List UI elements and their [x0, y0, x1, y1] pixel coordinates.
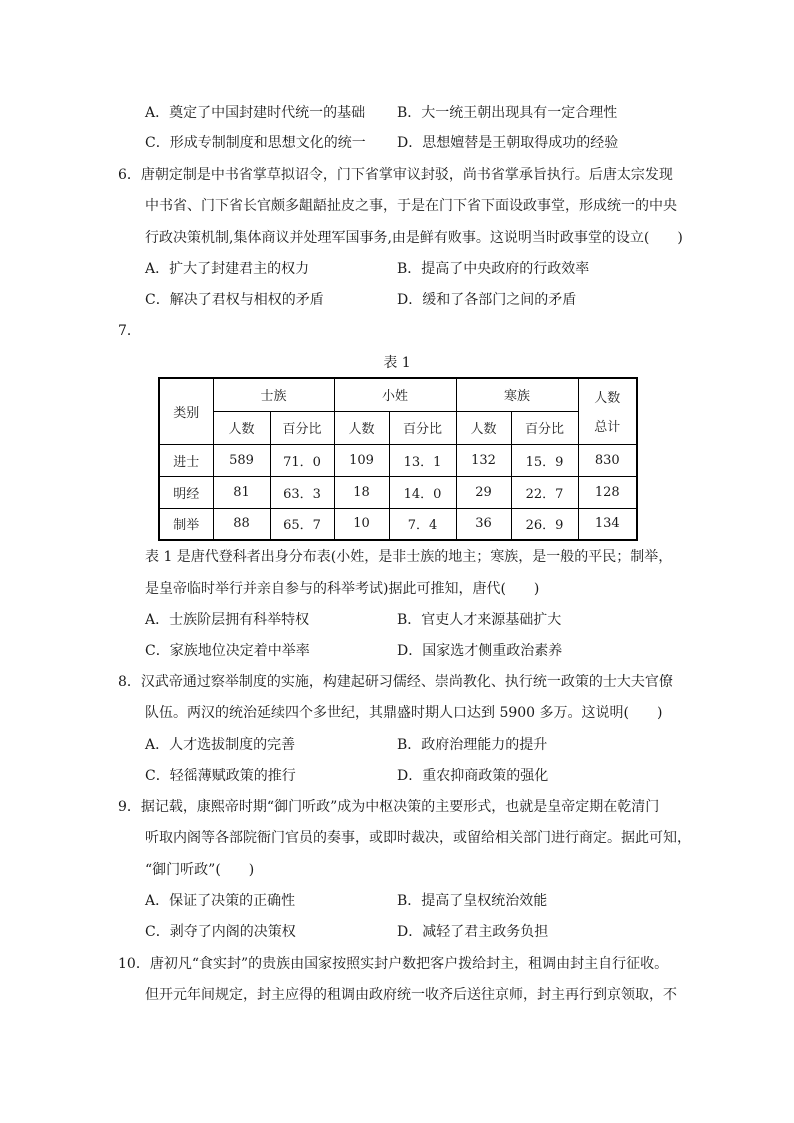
table-cell: 22．7: [511, 476, 578, 508]
q7-option-c: C．家族地位决定着中举率: [145, 643, 310, 659]
table-caption: 表 1: [383, 355, 411, 371]
table-cell: 830: [578, 444, 637, 476]
table-cell: 18: [334, 476, 389, 508]
q8-option-a: A．人才选拔制度的完善: [145, 737, 296, 753]
table-cell: 13．1: [389, 444, 456, 476]
header-pct: 百分比: [389, 411, 456, 444]
q7-option-a: A．士族阶层拥有科举特权: [145, 612, 310, 628]
header-total: [578, 378, 637, 444]
q5-option-d: D．思想嬗替是王朝取得成功的经验: [397, 135, 619, 151]
table-cell: 589: [213, 444, 270, 476]
header-count: 人数: [213, 411, 270, 444]
table-cell: 132: [456, 444, 511, 476]
header-count: 人数: [456, 411, 511, 444]
header-shizu: 士族: [213, 378, 334, 411]
table-cell: 134: [578, 508, 637, 540]
q7-option-d: D．国家选才侧重政治素养: [397, 643, 563, 659]
table-cell: 63．3: [270, 476, 334, 508]
header-pct: 百分比: [511, 411, 578, 444]
table-cell: 10: [334, 508, 389, 540]
q8-option-c: C．轻徭薄赋政策的推行: [145, 768, 296, 784]
q9-option-d: D．减轻了君主政务负担: [397, 924, 549, 940]
header-total-line1: 人数: [594, 391, 621, 407]
table-cell: 65．7: [270, 508, 334, 540]
q9-stem-line-2: 听取内阁等各部院衙门官员的奏事，或即时裁决，或留给相关部门进行商定。据此可知，: [145, 830, 691, 846]
q7-stem-line-2: 是皇帝临时举行并亲自参与的科举考试)据此可推知，唐代( ): [145, 581, 540, 597]
header-hanzu: 寒族: [456, 378, 578, 411]
header-pct: 百分比: [270, 411, 334, 444]
q8-option-b: B．政府治理能力的提升: [397, 737, 548, 753]
q6-option-d: D．缓和了各部门之间的矛盾: [397, 292, 577, 308]
q6-option-b: B．提高了中央政府的行政效率: [397, 261, 590, 277]
table-cell: 36: [456, 508, 511, 540]
table-cell: 26．9: [511, 508, 578, 540]
table-row: [159, 476, 637, 508]
q5-option-a: A．奠定了中国封建时代统一的基础: [145, 105, 366, 121]
q9-stem-line-1: 9．据记载，康熙帝时期“御门听政”成为中枢决策的主要形式，也就是皇帝定期在乾清门: [118, 799, 660, 815]
q7-number: 7．: [118, 323, 141, 339]
q6-option-c: C．解决了君权与相权的矛盾: [145, 292, 324, 308]
table-cell: 88: [213, 508, 270, 540]
q9-option-b: B．提高了皇权统治效能: [397, 893, 548, 909]
q8-option-d: D．重农抑商政策的强化: [397, 768, 549, 784]
table-cell: 109: [334, 444, 389, 476]
q8-stem-line-2: 队伍。两汉的统治延续四个多世纪，其鼎盛时期人口达到 5900 多万。这说明( ): [145, 705, 663, 721]
table-cell: 7．4: [389, 508, 456, 540]
header-xiaoxing: 小姓: [334, 378, 456, 411]
q9-stem-line-3: “御门听政”( ): [145, 862, 255, 878]
q8-stem-line-1: 8．汉武帝通过察举制度的实施，构建起研习儒经、崇尚教化、执行统一政策的士大夫官僚: [118, 674, 673, 690]
q5-option-c: C．形成专制制度和思想文化的统一: [145, 135, 366, 151]
table-cell: 71．0: [270, 444, 334, 476]
q5-option-b: B．大一统王朝出现具有一定合理性: [397, 105, 618, 121]
table-cell: 14．0: [389, 476, 456, 508]
q9-option-a: A．保证了决策的正确性: [145, 893, 296, 909]
table-cell: 128: [578, 476, 637, 508]
q6-stem-line-3: 行政决策机制,集体商议并处理军国事务,由是鲜有败事。这说明当时政事堂的设立( ): [145, 230, 683, 246]
q6-stem-line-1: 6．唐朝定制是中书省掌草拟诏令，门下省掌审议封驳，尚书省掌承旨执行。后唐太宗发现: [118, 167, 673, 183]
q6-stem-line-2: 中书省、门下省长官颇多龃龉扯皮之事，于是在门下省下面设政事堂，形成统一的中央: [145, 198, 677, 214]
q6-option-a: A．扩大了封建君主的权力: [145, 261, 310, 277]
q9-option-c: C．剥夺了内阁的决策权: [145, 924, 296, 940]
header-category: 类别: [159, 378, 213, 444]
table-cell: 进士: [159, 444, 213, 476]
enrollment-table: [158, 377, 638, 541]
table-cell: 制举: [159, 508, 213, 540]
table-row: [159, 444, 637, 476]
q10-stem-line-2: 但开元年间规定，封主应得的租调由政府统一收齐后送往京师，封主再行到京领取，不: [145, 987, 677, 1003]
table-cell: 29: [456, 476, 511, 508]
table-cell: 明经: [159, 476, 213, 508]
header-count: 人数: [334, 411, 389, 444]
table-cell: 81: [213, 476, 270, 508]
table-row: [159, 508, 637, 540]
q7-option-b: B．官吏人才来源基础扩大: [397, 612, 562, 628]
q7-stem-line-1: 表 1 是唐代登科者出身分布表(小姓，是非士族的地主；寒族，是一般的平民；制举，: [145, 549, 673, 565]
q10-stem-line-1: 10．唐初凡“食实封”的贵族由国家按照实封户数把客户拨给封主，租调由封主自行征收。: [118, 956, 669, 972]
table-cell: 15．9: [511, 444, 578, 476]
header-total-line2: 总计: [594, 420, 621, 436]
